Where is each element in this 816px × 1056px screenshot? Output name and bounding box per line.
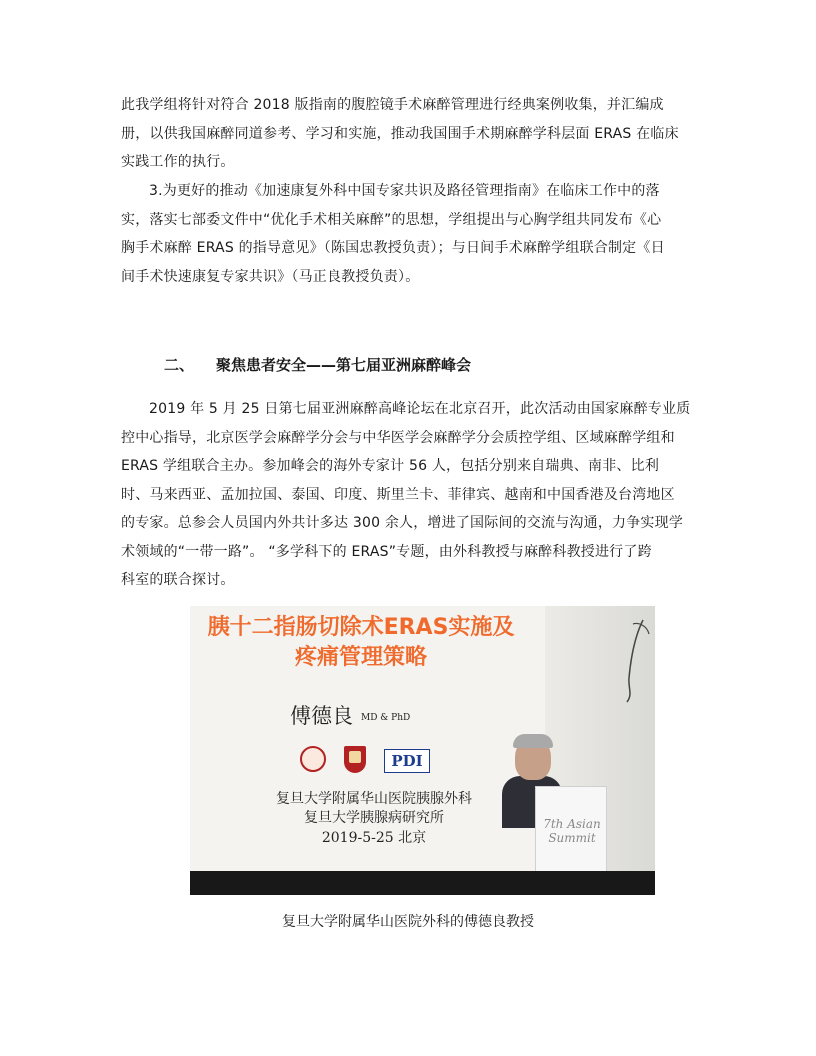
text-line: 的专家。总参会人员国内外共计多达 300 余人，增进了国际间的交流与沟通，力争实现学 bbox=[121, 515, 684, 531]
section-number: 二、 bbox=[164, 356, 195, 374]
text-line: 控中心指导，北京医学会麻醉学分会与中华医学会麻醉学分会质控学组、区域麻醉学组和 bbox=[121, 429, 675, 446]
conference-photo bbox=[190, 606, 655, 895]
text-line: 术领域的“一带一路”。 “多学科下的 ERAS”专题，由外科教授与麻醉科教授进行了跨 bbox=[121, 543, 652, 560]
university-seal-logo bbox=[300, 746, 326, 772]
text-line: 间手术快速康复专家共识》（马正良教授负责）。 bbox=[121, 268, 420, 285]
paragraph-case-collection bbox=[121, 91, 697, 177]
stage-floor bbox=[190, 871, 655, 895]
affiliation-line-2: 复旦大学胰腺病研究所 bbox=[304, 810, 444, 826]
text-line: 科室的联合探讨。 bbox=[121, 572, 235, 588]
paragraph-guideline-promotion bbox=[121, 177, 697, 291]
decorative-sketch bbox=[621, 616, 651, 706]
date-place: 2019-5-25 北京 bbox=[321, 830, 427, 846]
text-line: 3.为更好的推动《加速康复外科中国专家共识及路径管理指南》在临床工作中的落 bbox=[149, 183, 660, 199]
podium-logo-text: 7th Asian Summit bbox=[543, 817, 601, 845]
text-line: 册，以供我国麻醉同道参考、学习和实施，推动我国围手术期麻醉学科层面 ERAS 在临床 bbox=[121, 125, 679, 142]
photo-caption: 复旦大学附属华山医院外科的傅德良教授 bbox=[282, 914, 534, 930]
affiliation-line-1: 复旦大学附属华山医院胰腺外科 bbox=[276, 791, 472, 807]
text-line: 实践工作的执行。 bbox=[121, 154, 235, 170]
slide-title-line-1: 胰十二指肠切除术ERAS实施及 bbox=[207, 615, 515, 640]
text-line: 胸手术麻醉 ERAS 的指导意见》（陈国忠教授负责）；与日间手术麻醉学组联合制定《日 bbox=[121, 240, 665, 256]
presenter-name: 傅德良 bbox=[290, 704, 353, 728]
slide-presenter bbox=[290, 700, 410, 730]
pdi-logo: PDI bbox=[384, 749, 430, 773]
slide-title-line-2: 疼痛管理策略 bbox=[294, 645, 427, 670]
text-line: 此我学组将针对符合 2018 版指南的腹腔镜手术麻醉管理进行经典案例收集，并汇编成 bbox=[121, 97, 664, 113]
section-title: 聚焦患者安全——第七届亚洲麻醉峰会 bbox=[216, 356, 472, 374]
section-heading bbox=[164, 354, 471, 375]
speaker-hair bbox=[513, 734, 553, 748]
text-line: ERAS 学组联合主办。参加峰会的海外专家计 56 人，包括分别来自瑞典、南非、比利 bbox=[121, 458, 660, 474]
paragraph-summit-report bbox=[121, 395, 697, 595]
hospital-shield-logo bbox=[344, 746, 366, 773]
text-line: 时、马来西亚、孟加拉国、泰国、印度、斯里兰卡、菲律宾、越南和中国香港及台湾地区 bbox=[121, 486, 675, 503]
presenter-degree: MD & PhD bbox=[361, 712, 411, 723]
text-line: 实，落实七部委文件中“优化手术相关麻醉”的思想，学组提出与心胸学组共同发布《心 bbox=[121, 211, 662, 228]
text-line: 2019 年 5 月 25 日第七届亚洲麻醉高峰论坛在北京召开，此次活动由国家麻醉专业质 bbox=[149, 401, 691, 417]
